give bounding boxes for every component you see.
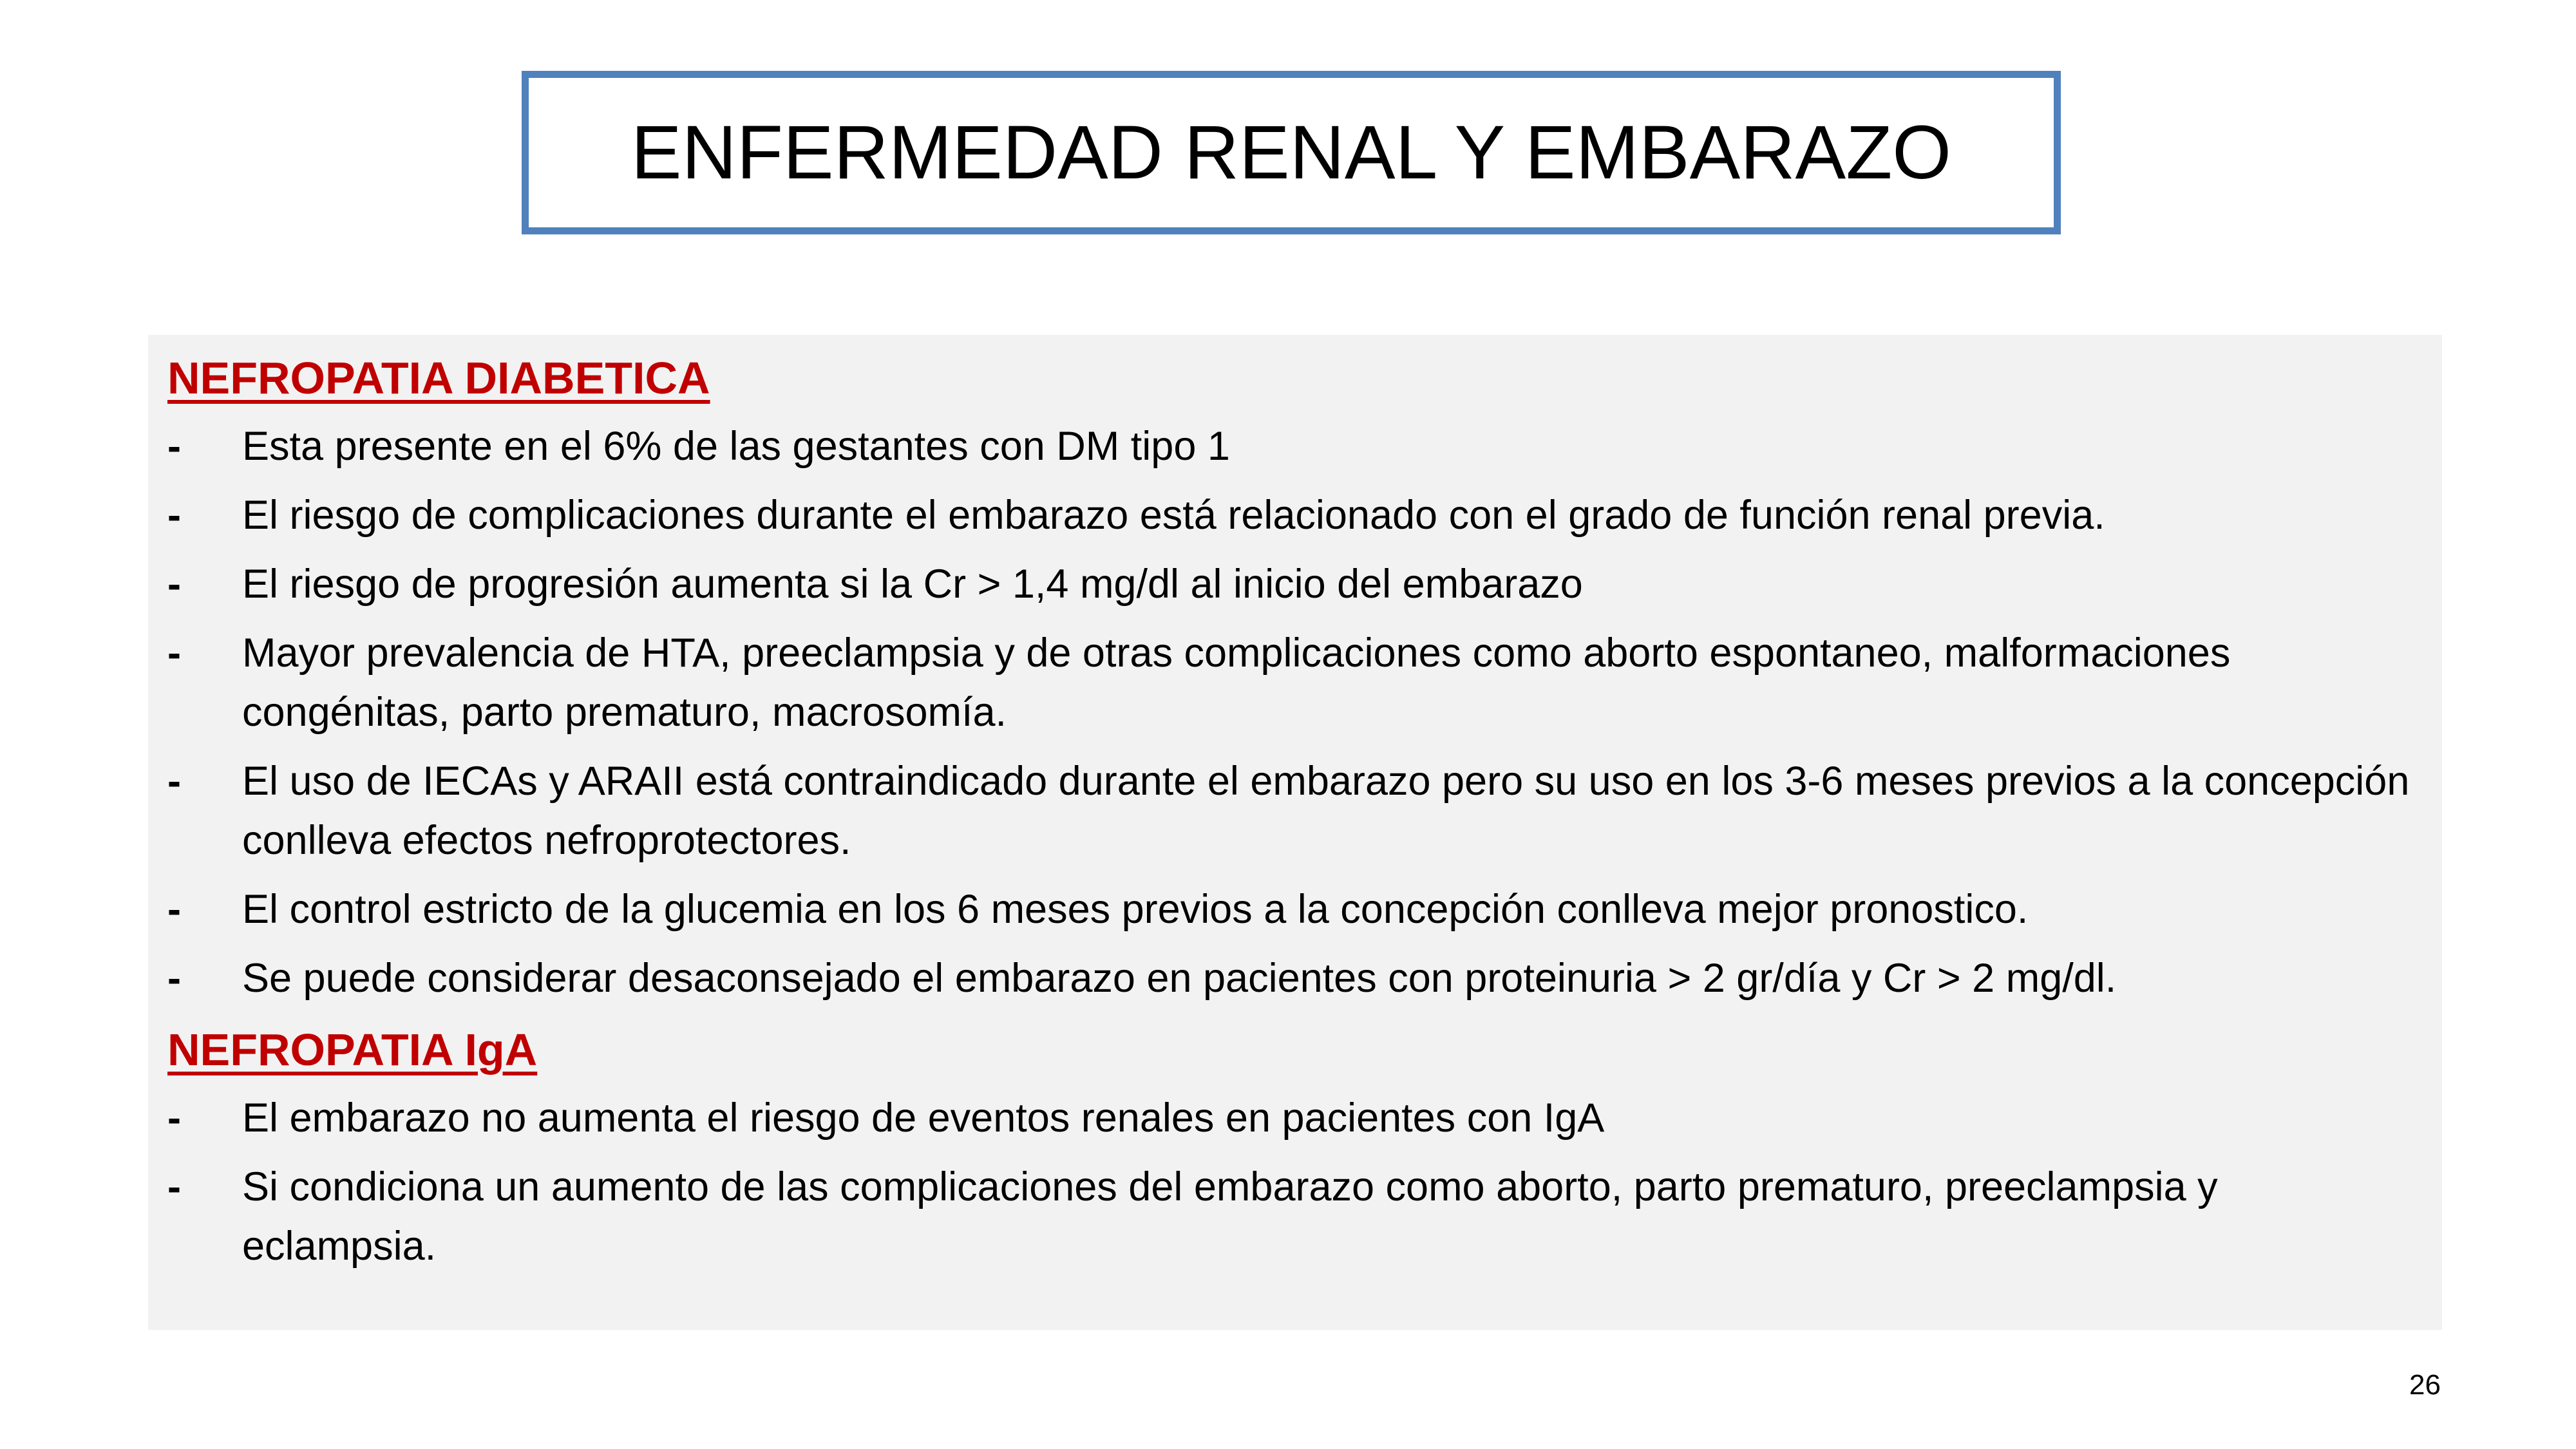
dash-bullet-icon: - [167, 493, 181, 538]
dash-bullet-icon: - [167, 562, 181, 607]
section-nefropatia-diabetica [167, 349, 2423, 1008]
dash-bullet-icon: - [167, 630, 181, 676]
list-item [167, 880, 2423, 939]
list-item-text: Se puede considerar desaconsejado el embarazo en pacientes con proteinuria > 2 gr/día y Cr > 2 mg/dl. [242, 956, 2117, 1001]
list-item-text: El riesgo de progresión aumenta si la Cr > 1,4 mg/dl al inicio del embarazo [242, 562, 1583, 607]
section-heading: NEFROPATIA DIABETICA [167, 353, 710, 403]
list-item [167, 949, 2423, 1008]
list-item-text: El control estricto de la glucemia en los 6 meses previos a la concepción conlleva mejor pronostico. [242, 887, 2029, 932]
list-item [167, 417, 2423, 476]
list-item-text: El riesgo de complicaciones durante el embarazo está relacionado con el grado de función renal previa. [242, 493, 2105, 538]
list-item [167, 486, 2423, 545]
list-item-text: Mayor prevalencia de HTA, preeclampsia y de otras complicaciones como aborto espontaneo, malformaciones congénitas, parto prematuro, macrosomía. [242, 630, 2231, 735]
dash-bullet-icon: - [167, 424, 181, 469]
dash-bullet-icon: - [167, 1164, 181, 1209]
dash-bullet-icon: - [167, 956, 181, 1001]
dash-bullet-icon: - [167, 887, 181, 932]
list-item [167, 752, 2423, 870]
list-item-text: Esta presente en el 6% de las gestantes con DM tipo 1 [242, 424, 1230, 469]
list-item [167, 554, 2423, 614]
dash-bullet-icon: - [167, 1095, 181, 1141]
dash-bullet-icon: - [167, 759, 181, 804]
section-nefropatia-iga [167, 1021, 2423, 1276]
list-item-text: Si condiciona un aumento de las complicaciones del embarazo como aborto, parto prematuro, preeclampsia y eclampsia. [242, 1164, 2218, 1269]
list-item-text: El uso de IECAs y ARAII está contraindicado durante el embarazo pero su uso en los 3-6 meses previos a la concepción conlleva efectos nefroprotectores. [242, 759, 2410, 863]
bullet-list [167, 417, 2423, 1008]
section-heading: NEFROPATIA IgA [167, 1025, 538, 1075]
slide-title: ENFERMEDAD RENAL Y EMBARAZO [630, 110, 1952, 195]
bullet-list [167, 1088, 2423, 1276]
page-number: 26 [2409, 1369, 2441, 1401]
list-item [167, 1088, 2423, 1148]
list-item-text: El embarazo no aumenta el riesgo de eventos renales en pacientes con IgA [242, 1095, 1605, 1141]
list-item [167, 1157, 2423, 1276]
list-item [167, 623, 2423, 742]
title-box [522, 71, 2061, 234]
content-panel [148, 335, 2442, 1330]
